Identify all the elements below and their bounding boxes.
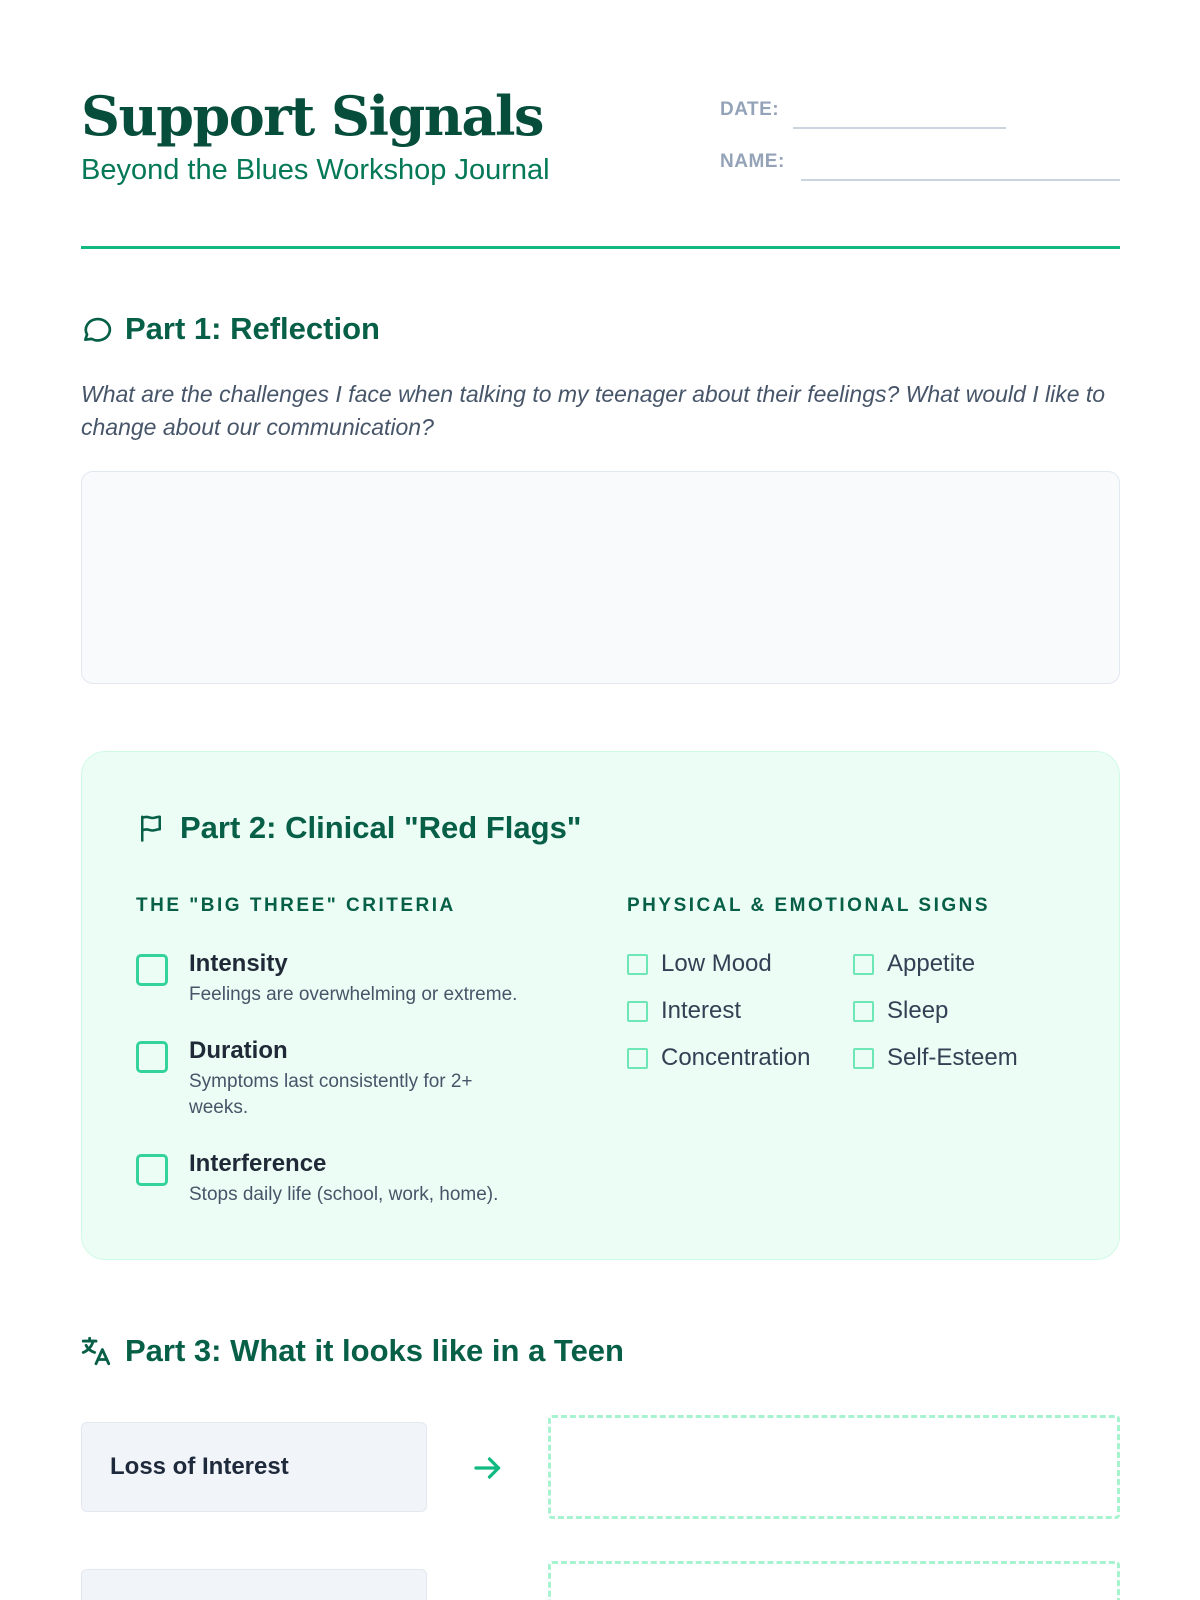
- sign-interest[interactable]: [627, 997, 741, 1025]
- header: [81, 0, 1120, 250]
- sign-label: Low Mood: [661, 950, 772, 977]
- date-field[interactable]: [793, 127, 1006, 129]
- signs-heading: PHYSICAL & EMOTIONAL SIGNS: [627, 895, 991, 916]
- sign-label: Self-Esteem: [887, 1044, 1018, 1071]
- teen-sign-term: [81, 1569, 427, 1600]
- speech-bubble-icon: [79, 312, 113, 346]
- criterion-checkbox[interactable]: [136, 954, 168, 986]
- journal-page: [81, 0, 1120, 1480]
- part1-title: Part 1: Reflection: [125, 311, 380, 346]
- sign-concentration[interactable]: [627, 1044, 810, 1072]
- criterion-name: Interference: [189, 1150, 327, 1177]
- teen-sign-answer-box[interactable]: [548, 1415, 1120, 1519]
- sign-sleep[interactable]: [853, 997, 948, 1025]
- page-title: Support Signals: [81, 84, 543, 148]
- sign-checkbox[interactable]: [627, 954, 648, 975]
- sign-label: Sleep: [887, 997, 949, 1024]
- criterion-checkbox[interactable]: [136, 1041, 168, 1073]
- sign-checkbox[interactable]: [853, 1048, 874, 1069]
- sign-checkbox[interactable]: [627, 1048, 648, 1069]
- page-subtitle: Beyond the Blues Workshop Journal: [81, 154, 550, 186]
- arrow-right-icon: [470, 1450, 506, 1486]
- part2-heading: [134, 810, 582, 846]
- sign-label: Concentration: [661, 1044, 811, 1071]
- criterion-interference[interactable]: [136, 1150, 576, 1220]
- part2-title: Part 2: Clinical "Red Flags": [180, 810, 582, 845]
- sign-label: Interest: [661, 997, 742, 1024]
- criterion-name: Duration: [189, 1037, 288, 1064]
- name-field[interactable]: [801, 179, 1120, 181]
- flag-icon: [134, 811, 168, 845]
- criterion-checkbox[interactable]: [136, 1154, 168, 1186]
- part3-title: Part 3: What it looks like in a Teen: [125, 1333, 624, 1368]
- translate-icon: [79, 1334, 113, 1368]
- sign-self-esteem[interactable]: [853, 1044, 1018, 1072]
- teen-sign-answer-box[interactable]: [548, 1561, 1120, 1600]
- criteria-heading: THE "BIG THREE" CRITERIA: [136, 895, 456, 916]
- sign-appetite[interactable]: [853, 950, 975, 978]
- criterion-desc: Feelings are overwhelming or extreme.: [189, 984, 518, 1005]
- header-divider: [81, 246, 1120, 249]
- sign-low-mood[interactable]: [627, 950, 772, 978]
- date-label: DATE:: [720, 99, 780, 120]
- part1-heading: [79, 311, 380, 347]
- teen-sign-term: Loss of Interest: [81, 1422, 427, 1512]
- criterion-intensity[interactable]: [136, 950, 576, 1020]
- red-flags-panel: [81, 751, 1120, 1260]
- sign-checkbox[interactable]: [853, 1001, 874, 1022]
- sign-checkbox[interactable]: [627, 1001, 648, 1022]
- name-label: NAME:: [720, 151, 785, 172]
- criterion-duration[interactable]: [136, 1037, 576, 1127]
- criterion-desc: Stops daily life (school, work, home).: [189, 1184, 499, 1205]
- reflection-prompt: What are the challenges I face when talking to my teenager about their feelings? What would I like to change about our communication?: [81, 381, 1106, 440]
- reflection-answer-box[interactable]: [81, 471, 1120, 684]
- criterion-desc: Symptoms last consistently for 2+ weeks.: [189, 1071, 473, 1118]
- criterion-name: Intensity: [189, 950, 288, 977]
- sign-checkbox[interactable]: [853, 954, 874, 975]
- sign-label: Appetite: [887, 950, 976, 977]
- part3-heading: [79, 1333, 624, 1369]
